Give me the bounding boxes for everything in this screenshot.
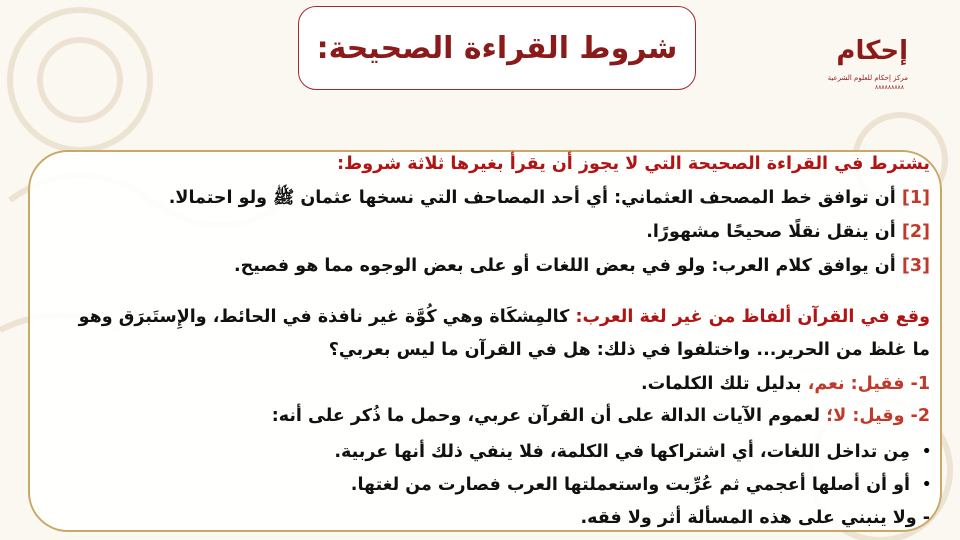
foreign-words-heading: وقع في القرآن ألفاظ من غير لغة العرب: [575,307,930,327]
condition-text-2: أن ينقل نقلًا صحيحًا مشهورًا. [646,222,896,242]
bullet-dot-2: • [921,474,932,495]
conclusion-line [36,508,930,528]
opinion-2-text: لعموم الآيات الدالة على أن القرآن عربي، وحمل ما ذُكر على أنه: [271,406,821,426]
foreign-words-line-2-text: ما غلظ من الحرير... واختلفوا في ذلك: هل في القرآن ما ليس بعربي؟ [328,340,930,360]
condition-item-1 [36,186,930,212]
foreign-words-line-1-text: كالمِشكَاة وهي كُوَّة غير نافذة في الحائط، والإِستَبرَق وهو [78,307,570,327]
condition-item-2 [36,222,930,242]
condition-number-3: [3] [901,256,930,276]
condition-text-1: أن توافق خط المصحف العثماني: أي أحد المصاحف التي نسخها عثمان ﷺ ولو احتمالا. [168,188,896,208]
conditions-intro [36,154,930,174]
logo-number: ٨٨٨٨٨٨٨٨٨ [874,84,904,91]
bullet-dot-1: • [921,441,932,462]
bullet-item-2 [36,475,910,495]
foreign-words-line-1 [36,307,930,327]
condition-number-2: [2] [901,222,930,242]
opinion-1-label: 1- فقيل: نعم، [807,374,930,394]
bullet-item-1 [36,442,910,462]
conclusion-text: - ولا ينبني على هذه المسألة أثر ولا فقه. [580,508,930,528]
conditions-intro-text: يشترط في القراءة الصحيحة التي لا يجوز أن يقرأ بغيرها ثلاثة شروط: [337,154,930,174]
condition-item-3 [36,256,930,276]
bullet-text-1: مِن تداخل اللغات، أي اشتراكها في الكلمة، فلا ينفي ذلك أنها عربية. [334,442,910,462]
foreign-words-line-2 [36,340,930,360]
slide-title: شروط القراءة الصحيحة: [316,30,678,66]
opinion-1 [36,374,930,394]
opinion-2 [36,406,930,426]
opinion-1-text: بدليل تلك الكلمات. [640,374,802,394]
bullet-text-2: أو أن أصلها أعجمي ثم عُرِّبت واستعملتها العرب فصارت من لغتها. [350,475,910,495]
logo-subtitle: مركز إحكام للعلوم الشرعية [827,74,908,82]
logo-wordmark: إحكام [836,36,908,66]
condition-text-3: أن يوافق كلام العرب: ولو في بعض اللغات أو على بعض الوجوه مما هو فصيح. [234,256,896,276]
opinion-2-label: 2- وقيل: لا؛ [826,406,930,426]
condition-number-1: [1] [901,188,930,208]
